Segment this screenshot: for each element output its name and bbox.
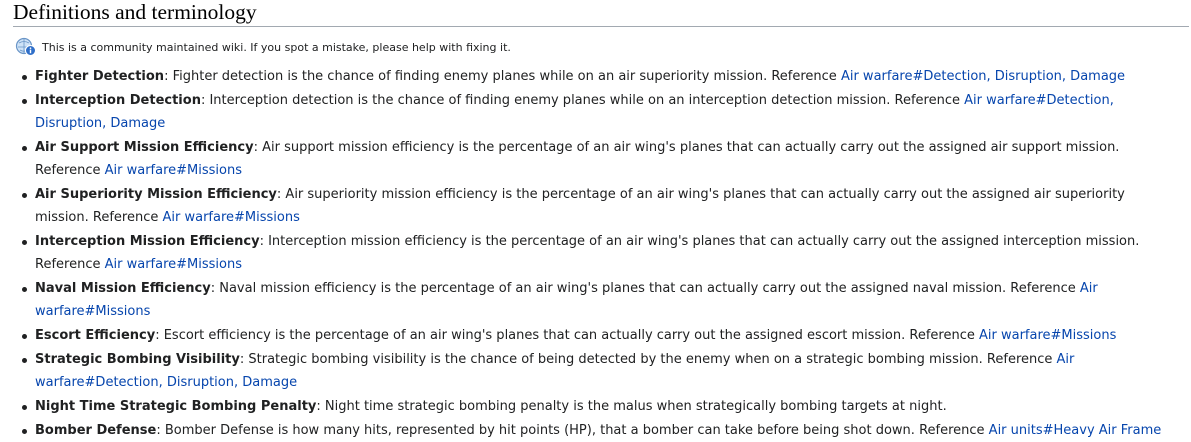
term-separator: :	[239, 352, 249, 367]
bullet-icon	[22, 429, 27, 434]
definition-term: Fighter Detection	[35, 69, 165, 84]
wiki-info-icon	[15, 37, 37, 57]
definition-item	[22, 419, 1182, 442]
definition-item	[22, 89, 1182, 135]
definition-term: Escort Efficiency	[35, 328, 156, 343]
definition-item	[22, 183, 1182, 229]
definition-text: Interception mission efficiency is the percentage of an air wing's planes that can actually carry out the assigned interception mission. Reference	[35, 234, 1140, 272]
notice-text: This is a community maintained wiki. If you spot a mistake, please help with fixing it.	[42, 40, 511, 54]
bullet-icon	[22, 287, 27, 292]
term-separator: :	[316, 399, 325, 414]
reference-link[interactable]: Air warfare#Detection, Disruption, Damage	[840, 69, 1126, 84]
bullet-icon	[22, 75, 27, 80]
definition-text: Bomber Defense is how many hits, represented by hit points (HP), that a bomber can take before being shot down. Reference	[164, 423, 989, 438]
reference-link[interactable]: Air warfare#Missions	[979, 328, 1117, 343]
term-separator: :	[276, 187, 286, 202]
bullet-icon	[22, 99, 27, 104]
definition-text: Interception detection is the chance of finding enemy planes while on an interception detection mission. Reference	[209, 93, 965, 108]
definition-item	[22, 136, 1182, 182]
definition-text: Strategic bombing visibility is the chance of being detected by the enemy when on a strategic bombing mission. Reference	[248, 352, 1057, 367]
definition-item	[22, 230, 1182, 276]
definition-text: Fighter detection is the chance of finding enemy planes while on an air superiority mission. Reference	[172, 69, 841, 84]
community-notice	[15, 37, 1191, 57]
definition-text: Escort efficiency is the percentage of an air wing's planes that can actually carry out the assigned escort mission. Reference	[163, 328, 979, 343]
reference-link[interactable]: Air warfare#Detection, Disruption, Damage	[35, 352, 1075, 390]
reference-link[interactable]: Air warfare#Missions	[35, 281, 1098, 319]
definition-term: Bomber Defense	[35, 423, 157, 438]
definition-item	[22, 277, 1182, 323]
definition-term: Naval Mission Efficiency	[35, 281, 211, 296]
reference-link[interactable]: Air warfare#Detection, Disruption, Damage	[35, 93, 1114, 131]
definitions-list	[13, 65, 1182, 442]
definition-term: Interception Mission Efficiency	[35, 234, 260, 249]
term-separator: :	[253, 140, 263, 155]
definition-text: Air superiority mission efficiency is the percentage of an air wing's planes that can actually carry out the assigned air superiority mission. Reference	[35, 187, 1125, 225]
definition-item	[22, 348, 1182, 394]
definition-item	[22, 395, 1182, 418]
reference-link[interactable]: Air warfare#Missions	[162, 210, 300, 225]
section-heading: Definitions and terminology	[13, 0, 1189, 27]
term-separator: :	[156, 423, 165, 438]
bullet-icon	[22, 240, 27, 245]
definition-term: Interception Detection	[35, 93, 201, 108]
definition-term: Night Time Strategic Bombing Penalty	[35, 399, 317, 414]
reference-link[interactable]: Air units#Heavy Air Frame	[988, 423, 1162, 438]
term-separator: :	[200, 93, 210, 108]
definition-text: Night time strategic bombing penalty is the malus when strategically bombing targets at night.	[324, 399, 947, 414]
definition-text: Air support mission efficiency is the percentage of an air wing's planes that can actually carry out the assigned air support mission. Reference	[35, 140, 1120, 178]
definition-term: Air Superiority Mission Efficiency	[35, 187, 277, 202]
reference-link[interactable]: Air warfare#Missions	[104, 257, 242, 272]
term-separator: :	[259, 234, 269, 249]
bullet-icon	[22, 405, 27, 410]
bullet-icon	[22, 334, 27, 339]
definition-term: Strategic Bombing Visibility	[35, 352, 240, 367]
definition-term: Air Support Mission Efficiency	[35, 140, 254, 155]
definition-text: Naval mission efficiency is the percentage of an air wing's planes that can actually carry out the assigned naval mission. Reference	[219, 281, 1080, 296]
term-separator: :	[210, 281, 220, 296]
definition-item	[22, 324, 1182, 347]
bullet-icon	[22, 193, 27, 198]
term-separator: :	[155, 328, 164, 343]
bullet-icon	[22, 358, 27, 363]
reference-link[interactable]: Air warfare#Missions	[104, 163, 242, 178]
definition-item	[22, 65, 1182, 88]
bullet-icon	[22, 146, 27, 151]
term-separator: :	[164, 69, 173, 84]
